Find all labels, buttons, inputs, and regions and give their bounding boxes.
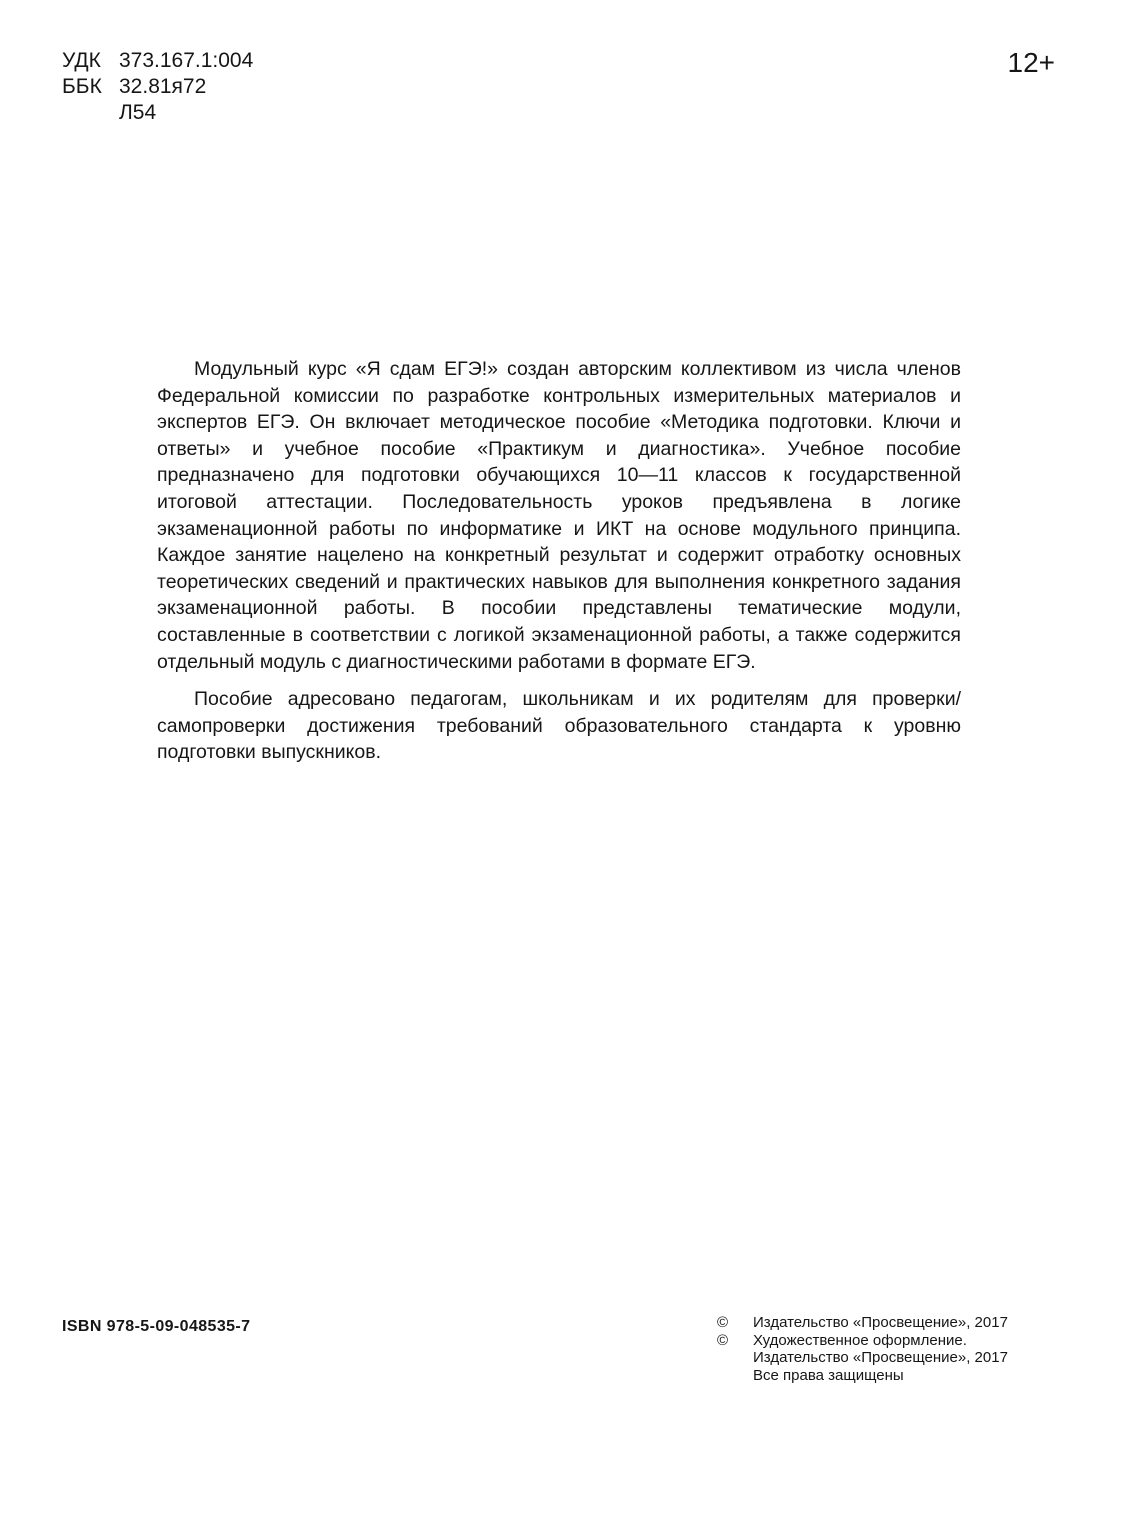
copyright-line xyxy=(717,1314,1008,1332)
bbk-value: 32.81я72 xyxy=(119,75,207,98)
udk-label: УДК xyxy=(62,49,101,72)
bbk-label: ББК xyxy=(62,75,102,98)
isbn: ISBN 978-5-09-048535-7 xyxy=(62,1318,251,1335)
annotation-paragraph-1: Модульный курс «Я сдам ЕГЭ!» создан авторским коллективом из числа членов Федеральной комиссии по разработке контрольных измерительных материалов и экспертов ЕГЭ. Он включает методическое пособие «Методика подготовки. Ключи и ответы» и учебное пособие «Практикум и диагностика». Учебное пособие предназначено для подготовки обучающихся 10—11 классов к государственной итоговой аттестации. Последовательность уроков предъявлена в логике экзаменационной работы по информатике и ИКТ на основе модульного принципа. Каждое занятие нацелено на конкретный результат и содержит отработку основных теоретических сведений и практических навыков для выполнения конкретного задания экзаменационной работы. В пособии представлены тематические модули, составленные в соответствии с логикой экзаменационной работы, а также содержится отдельный модуль с диагностическими работами в формате ЕГЭ. xyxy=(157,358,961,673)
bbk-row xyxy=(62,74,253,100)
age-rating: 12+ xyxy=(1007,47,1055,78)
copyright-text-1: Издательство «Просвещение», 2017 xyxy=(753,1314,1008,1331)
copyright-text-2: Художественное оформление. xyxy=(753,1331,967,1349)
author-mark-row xyxy=(62,100,253,126)
copyright-symbol: © xyxy=(717,1331,729,1349)
copyright-text-3: Издательство «Просвещение», 2017 xyxy=(753,1349,1008,1366)
copyright-block xyxy=(717,1314,1008,1384)
copyright-line xyxy=(717,1367,1008,1385)
annotation-paragraph-2: Пособие адресовано педагогам, школьникам и их родителям для проверки/самопроверки достижения требований образовательного стандарта к уровню подготовки выпускников. xyxy=(157,688,961,764)
author-mark: Л54 xyxy=(119,101,157,124)
copyright-text-4: Все права защищены xyxy=(753,1366,904,1384)
udk-row xyxy=(62,48,253,74)
annotation xyxy=(157,356,961,766)
copyright-symbol: © xyxy=(717,1314,729,1331)
udk-value: 373.167.1:004 xyxy=(119,49,254,72)
copyright-line xyxy=(717,1332,1008,1350)
copyright-line xyxy=(717,1349,1008,1367)
catalog-codes xyxy=(62,48,253,126)
